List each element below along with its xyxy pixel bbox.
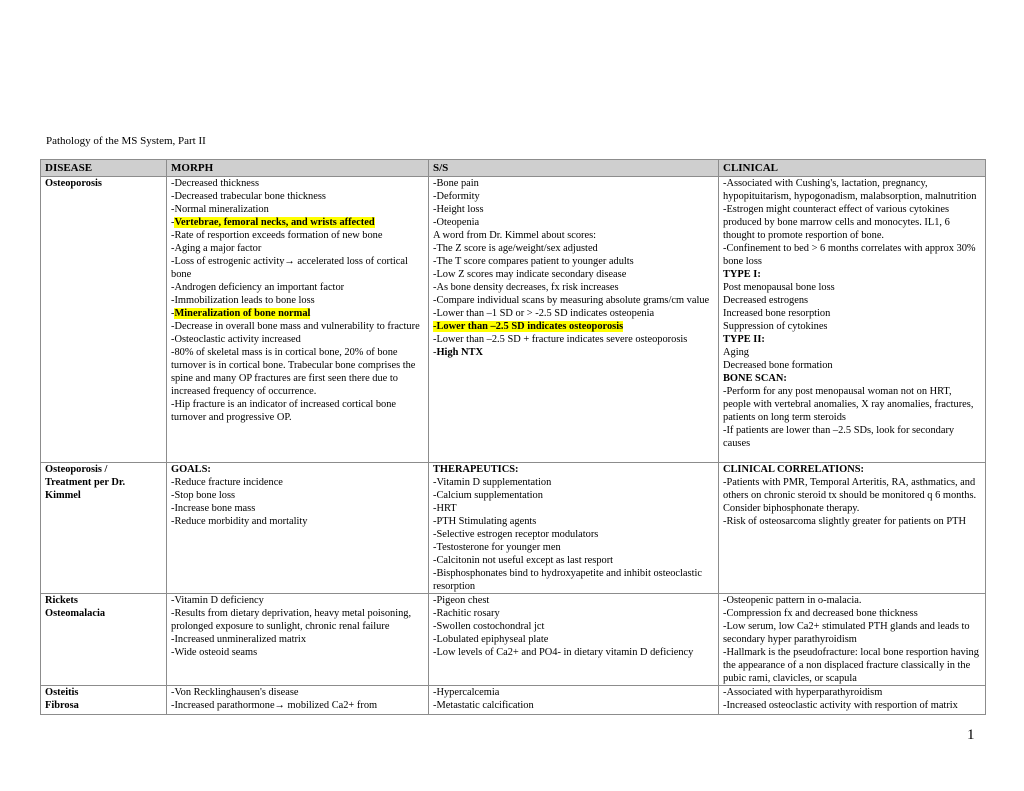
cell-line	[433, 528, 714, 541]
line-text: -Decrease in overall bone mass and vulnerability to fracture	[171, 321, 420, 332]
cell-line	[433, 489, 714, 502]
cell-line	[723, 594, 981, 607]
cell-line	[433, 541, 714, 554]
cell-line	[171, 633, 424, 646]
morph-cell	[167, 177, 429, 463]
morph-cell	[167, 463, 429, 594]
cell-line	[171, 320, 424, 333]
bold-text: BONE SCAN:	[723, 373, 787, 384]
disease-cell	[41, 177, 167, 463]
cell-line	[171, 646, 424, 659]
cell-line	[171, 502, 424, 515]
line-text: -Lower than –1 SD or > -2.5 SD indicates osteopenia	[433, 308, 655, 319]
disease-name-line: Osteitis	[45, 687, 79, 698]
line-text: -Vitamin D deficiency	[171, 595, 264, 606]
cell-line	[171, 281, 424, 294]
line-text: -Compression fx and decreased bone thickness	[723, 608, 918, 619]
cell-line	[433, 190, 714, 203]
cell-line	[723, 646, 981, 685]
line-text: -Immobilization leads to bone loss	[171, 295, 315, 306]
line-text: -Von Recklinghausen's disease	[171, 687, 299, 698]
cell-line	[723, 320, 981, 333]
pathology-table	[40, 159, 986, 715]
disease-name-line: Fibrosa	[45, 700, 79, 711]
disease-name-line: Osteoporosis	[45, 178, 102, 189]
cell-line	[171, 463, 424, 476]
line-text: -Bone pain	[433, 178, 479, 189]
cell-line	[433, 463, 714, 476]
bold-text: TYPE II:	[723, 334, 765, 345]
cell-line	[433, 216, 714, 229]
line-text: -Increased unmineralized matrix	[171, 634, 307, 645]
disease-cell	[41, 686, 167, 715]
cell-line	[723, 346, 981, 359]
clinical-cell	[719, 594, 986, 686]
cell-line	[433, 281, 714, 294]
line-text: -Hip fracture is an indicator of increased cortical bone turnover and progressive OP.	[171, 399, 397, 423]
line-text: -Deformity	[433, 191, 480, 202]
bold-text: GOALS:	[171, 464, 211, 475]
cell-line	[171, 190, 424, 203]
cell-line	[433, 294, 714, 307]
cell-line	[171, 699, 424, 712]
line-text: -Rachitic rosary	[433, 608, 500, 619]
line-text: -Calcium supplementation	[433, 490, 543, 501]
line-text: Decreased estrogens	[723, 295, 809, 306]
cell-line	[433, 646, 714, 659]
cell-line	[433, 607, 714, 620]
line-text: -Low serum, low Ca2+ stimulated PTH glands and leads to secondary hyper parathyroidism	[723, 621, 970, 645]
highlighted-text: Vertebrae, femoral necks, and wrists affected	[174, 217, 375, 228]
line-text: -PTH Stimulating agents	[433, 516, 537, 527]
line-text: Post menopausal bone loss	[723, 282, 835, 293]
cell-line	[433, 502, 714, 515]
line-text: -Selective estrogen receptor modulators	[433, 529, 599, 540]
cell-line	[433, 476, 714, 489]
cell-line	[723, 281, 981, 294]
disease-cell	[41, 463, 167, 594]
ss-cell	[429, 686, 719, 715]
line-text: -Bisphosphonates bind to hydroxyapetite and inhibit osteoclastic resorption	[433, 568, 702, 592]
line-text: -Androgen deficiency an important factor	[171, 282, 345, 293]
line-text: -Swollen costochondral jct	[433, 621, 545, 632]
page-number: 1	[967, 727, 975, 743]
line-text: Increased bone resorption	[723, 308, 831, 319]
line-text: -Osteopenic pattern in o-malacia.	[723, 595, 862, 606]
cell-line	[433, 242, 714, 255]
line-text: -Results from dietary deprivation, heavy metal poisoning, prolonged exposure to sunlight, chronic renal failure	[171, 608, 412, 632]
line-text: -Wide osteoid seams	[171, 647, 258, 658]
cell-line	[723, 333, 981, 346]
disease-name-line: Rickets	[45, 595, 78, 606]
line-text: Decreased bone formation	[723, 360, 833, 371]
cell-line	[433, 203, 714, 216]
line-prefix: -	[171, 308, 175, 319]
cell-line	[171, 177, 424, 190]
table-row	[41, 463, 986, 594]
document-title: Pathology of the MS System, Part II	[46, 135, 206, 147]
cell-line	[433, 268, 714, 281]
cell-line	[723, 294, 981, 307]
ss-cell	[429, 594, 719, 686]
line-text: Aging	[723, 347, 749, 358]
line-text: -Increased osteoclastic activity with resportion of matrix	[723, 700, 958, 711]
cell-line	[723, 385, 981, 424]
cell-line	[433, 633, 714, 646]
disease-name-line: Osteomalacia	[45, 608, 106, 619]
line-text: -Normal mineralization	[171, 204, 269, 215]
cell-line	[171, 307, 424, 320]
cell-line	[433, 177, 714, 190]
cell-line	[171, 686, 424, 699]
cell-line	[171, 476, 424, 489]
cell-line	[433, 255, 714, 268]
line-text: -Oteopenia	[433, 217, 480, 228]
cell-line	[171, 229, 424, 242]
cell-line	[723, 372, 981, 385]
cell-line	[433, 686, 714, 699]
table-row	[41, 686, 986, 715]
clinical-cell	[719, 686, 986, 715]
cell-line	[433, 567, 714, 593]
line-text: -Perform for any post menopausal woman not on HRT, people with vertebral anomalies, X ray anomalies, fractures, patients on long term steroids	[723, 386, 974, 423]
clinical-cell	[719, 177, 986, 463]
line-text: -Increased parathormone→ mobilized Ca2+ from	[171, 700, 378, 711]
line-text: -Associated with Cushing's, lactation, pregnancy, hypopituitarism, hypogonadism, malabsorption, malnutrition	[723, 178, 977, 202]
bold-text: CLINICAL CORRELATIONS:	[723, 464, 864, 475]
line-text: -Testosterone for younger men	[433, 542, 561, 553]
cell-line	[723, 476, 981, 515]
line-text: -Compare individual scans by measuring absolute grams/cm value	[433, 295, 710, 306]
cell-line	[723, 242, 981, 268]
highlighted-text: -Lower than –2.5 SD indicates osteoporosis	[433, 321, 624, 332]
cell-line	[171, 333, 424, 346]
disease-name-line: Osteoporosis /	[45, 464, 108, 475]
header-morph: MORPH	[167, 160, 429, 177]
table-row	[41, 177, 986, 463]
highlighted-text: Mineralization of bone normal	[174, 308, 311, 319]
line-text: -Vitamin D supplementation	[433, 477, 552, 488]
cell-line	[433, 320, 714, 333]
line-text: Suppression of cytokines	[723, 321, 828, 332]
line-text: -Risk of osteosarcoma slightly greater for patients on PTH	[723, 516, 966, 527]
line-prefix: -	[171, 217, 175, 228]
cell-line	[171, 489, 424, 502]
cell-line	[723, 607, 981, 620]
line-text: -Calcitonin not useful except as last resport	[433, 555, 614, 566]
bold-text: THERAPEUTICS:	[433, 464, 519, 475]
cell-line	[171, 398, 424, 424]
line-text: -Aging a major factor	[171, 243, 262, 254]
table-row	[41, 594, 986, 686]
cell-line	[433, 699, 714, 712]
cell-line	[171, 255, 424, 281]
line-text: -HRT	[433, 503, 457, 514]
cell-line	[171, 203, 424, 216]
ss-cell	[429, 463, 719, 594]
line-text: -Height loss	[433, 204, 484, 215]
cell-line	[171, 515, 424, 528]
line-text: -Confinement to bed > 6 months correlates with approx 30% bone loss	[723, 243, 976, 267]
line-text: -Rate of resportion exceeds formation of new bone	[171, 230, 383, 241]
line-text: -As bone density decreases, fx risk increases	[433, 282, 619, 293]
line-text: A word from Dr. Kimmel about scores:	[433, 230, 597, 241]
line-text: -Estrogen might counteract effect of various cytokines produced by bone marrow cells and monocytes. IL1, 6 thought to promote resportion of bone.	[723, 204, 950, 241]
bold-text: High NTX	[436, 347, 483, 358]
line-text: -Low Z scores may indicate secondary disease	[433, 269, 627, 280]
line-text: -Reduce morbidity and mortality	[171, 516, 308, 527]
cell-line	[433, 554, 714, 567]
line-text: -Pigeon chest	[433, 595, 490, 606]
disease-cell	[41, 594, 167, 686]
disease-name-line: Kimmel	[45, 490, 81, 501]
cell-line	[433, 229, 714, 242]
header-disease: DISEASE	[41, 160, 167, 177]
cell-line	[171, 216, 424, 229]
cell-line	[433, 515, 714, 528]
cell-line	[723, 699, 981, 712]
line-text: -80% of skeletal mass is in cortical bone, 20% of bone turnover is in cortical bone. Trabecular bone comprises the spine and many OP fractures are first seen there due to increased frequency of occurrence.	[171, 347, 416, 397]
bold-text: TYPE I:	[723, 269, 761, 280]
line-prefix: -	[433, 347, 437, 358]
cell-line	[723, 359, 981, 372]
line-text: -Stop bone loss	[171, 490, 236, 501]
line-text: -Hallmark is the pseudofracture: local bone resportion having the appearance of a non displaced fracture classically in the pubic rami, clavicles, or scapula	[723, 647, 979, 684]
cell-line	[171, 242, 424, 255]
cell-line	[433, 333, 714, 346]
cell-line	[171, 346, 424, 398]
cell-line	[723, 515, 981, 528]
cell-line	[433, 307, 714, 320]
cell-line	[433, 346, 714, 359]
line-text: -Metastatic calcification	[433, 700, 534, 711]
cell-line	[723, 307, 981, 320]
line-text: -Increase bone mass	[171, 503, 256, 514]
line-text: -Decreased trabecular bone thickness	[171, 191, 326, 202]
line-text: -Hypercalcemia	[433, 687, 500, 698]
cell-line	[723, 620, 981, 646]
line-text: -Lower than –2.5 SD + fracture indicates severe osteoporosis	[433, 334, 688, 345]
line-text: -Reduce fracture incidence	[171, 477, 283, 488]
morph-cell	[167, 686, 429, 715]
line-text: -Associated with hyperparathyroidism	[723, 687, 883, 698]
cell-line	[171, 294, 424, 307]
line-text: -The T score compares patient to younger adults	[433, 256, 634, 267]
line-text: -Lobulated epiphyseal plate	[433, 634, 549, 645]
cell-line	[723, 177, 981, 203]
morph-cell	[167, 594, 429, 686]
clinical-cell	[719, 463, 986, 594]
header-row	[41, 160, 986, 177]
cell-line	[723, 268, 981, 281]
line-text: -Decreased thickness	[171, 178, 259, 189]
line-text: -Patients with PMR, Temporal Arteritis, RA, asthmatics, and others on chronic steroid tx should be monitored q 6 months. Consider biphosphonate therapy.	[723, 477, 977, 514]
line-text: -Low levels of Ca2+ and PO4- in dietary vitamin D deficiency	[433, 647, 694, 658]
cell-line	[171, 607, 424, 633]
cell-line	[723, 203, 981, 242]
ss-cell	[429, 177, 719, 463]
line-text: -Loss of estrogenic activity→ accelerated loss of cortical bone	[171, 256, 408, 280]
disease-name-line: Treatment per Dr.	[45, 477, 126, 488]
cell-line	[723, 686, 981, 699]
header-ss: S/S	[429, 160, 719, 177]
cell-line	[723, 463, 981, 476]
line-text: -If patients are lower than –2.5 SDs, look for secondary causes	[723, 425, 955, 449]
header-clinical: CLINICAL	[719, 160, 986, 177]
line-text: -The Z score is age/weight/sex adjusted	[433, 243, 598, 254]
line-text: -Osteoclastic activity increased	[171, 334, 301, 345]
cell-line	[723, 424, 981, 450]
cell-line	[171, 594, 424, 607]
cell-line	[433, 594, 714, 607]
cell-line	[433, 620, 714, 633]
